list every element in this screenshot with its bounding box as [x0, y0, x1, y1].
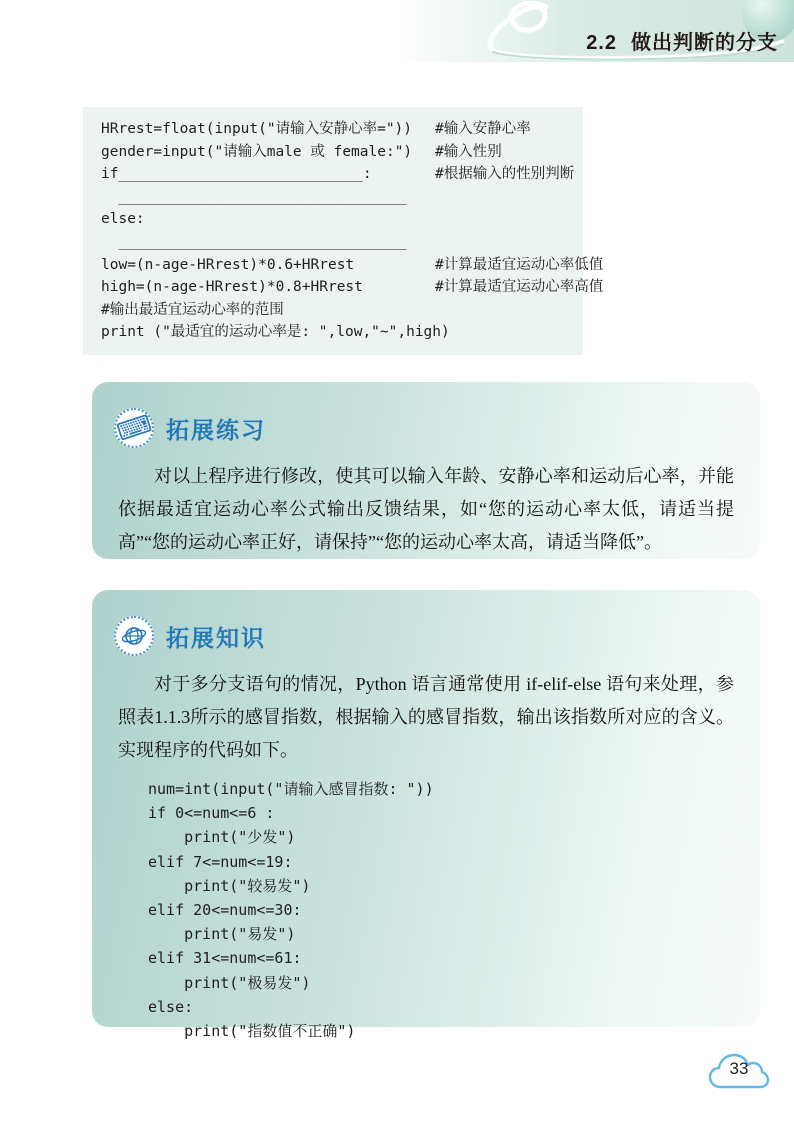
code-comment: #输入性别	[435, 143, 502, 160]
code-line	[101, 321, 583, 344]
code-block-heart-rate	[83, 107, 604, 355]
globe-icon	[114, 616, 154, 656]
code-line	[101, 118, 583, 141]
knowledge-box-body: 对于多分支语句的情况，Python 语言通常使用 if-elif-else 语句来处理，参照表1.1.3所示的感冒指数，根据输入的感冒指数，输出该指数所对应的含义。实现程序的代码如下。	[118, 674, 734, 760]
keyboard-icon: ⌨	[113, 409, 155, 447]
code-comment: #输入安静心率	[435, 121, 531, 137]
code-text: print ("最适宜的运动心率是: ",low,"~",high)	[101, 324, 450, 341]
code-text: HRrest=float(input("请输入安静心率="))	[101, 121, 413, 137]
code-text: _________________________________	[101, 233, 407, 250]
code-line: elif 20<=num<=30:	[148, 901, 302, 920]
code-line: elif 7<=num<=19:	[148, 852, 293, 871]
practice-box-body: 对以上程序进行修改，使其可以输入年龄、安静心率和运动后心率，并能依据最适宜运动心率公式输出反馈结果，如“您的运动心率太低，请适当提高”“您的运动心率正好，请保持”“您的运动心率太高，请适当降低”。	[118, 466, 734, 552]
extension-knowledge-box	[92, 590, 760, 1041]
code-line	[101, 254, 604, 277]
code-text: low=(n-age-HRrest)*0.6+HRrest	[101, 256, 355, 273]
code-line: print("极易发")	[148, 973, 311, 992]
section-number: 2.2	[586, 32, 617, 54]
code-text: high=(n-age-HRrest)*0.8+HRrest	[101, 279, 363, 296]
page-title	[586, 26, 778, 55]
code-line-blank	[101, 186, 583, 209]
code-text: _________________________________	[101, 188, 407, 205]
page-number: 33	[729, 1059, 749, 1078]
code-line	[101, 299, 583, 322]
code-line: print("较易发")	[148, 876, 311, 895]
code-line: print("易发")	[148, 925, 296, 944]
code-block-cold-index	[148, 777, 760, 1043]
code-text: gender=input("请输入male 或 female:")	[101, 143, 413, 160]
extension-practice-box	[92, 382, 760, 559]
code-line	[101, 276, 604, 299]
knowledge-box-header	[92, 590, 760, 656]
code-text: if____________________________:	[101, 166, 372, 183]
code-line	[101, 208, 583, 231]
practice-box-title: 拓展练习	[166, 416, 266, 443]
code-comment: #计算最适宜运动心率低值	[435, 256, 604, 273]
code-line	[101, 163, 583, 186]
code-comment: #计算最适宜运动心率高值	[435, 279, 604, 296]
page-header-banner	[397, 0, 794, 62]
code-text: #输出最适宜运动心率的范围	[101, 301, 284, 318]
code-comment: #根据输入的性别判断	[435, 166, 575, 183]
knowledge-box-title: 拓展知识	[166, 624, 266, 651]
code-line	[101, 141, 583, 164]
code-line: num=int(input("请输入感冒指数: "))	[148, 780, 434, 798]
practice-box-header	[92, 382, 760, 448]
code-line: else:	[148, 997, 194, 1016]
code-line: print("少发")	[148, 828, 296, 847]
code-line: print("指数值不正确")	[148, 1022, 356, 1041]
section-title: 做出判断的分支	[631, 32, 778, 54]
code-text: else:	[101, 211, 145, 228]
code-line-blank	[101, 231, 583, 254]
code-line: elif 31<=num<=61:	[148, 949, 302, 968]
code-line: if 0<=num<=6 :	[148, 804, 275, 823]
page-number-cloud	[708, 1050, 770, 1096]
